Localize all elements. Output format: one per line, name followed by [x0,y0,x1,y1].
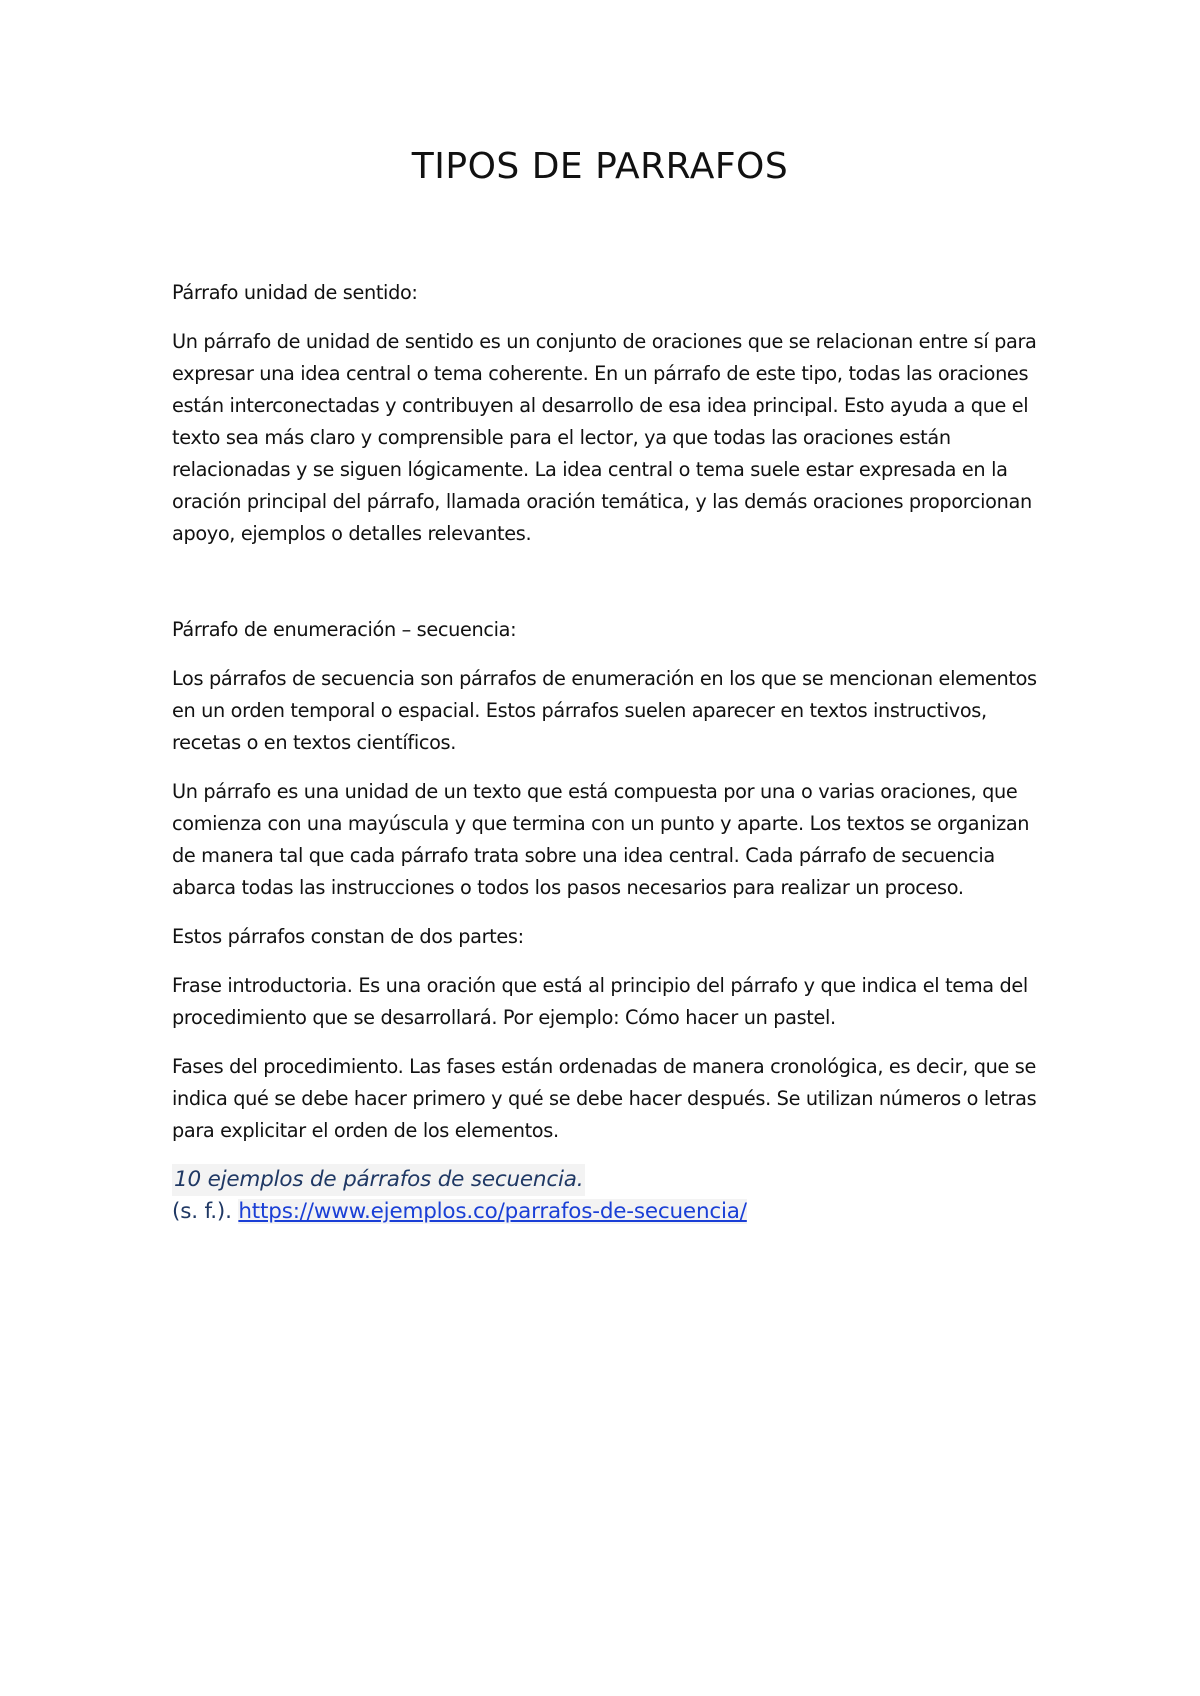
section2-heading: Párrafo de enumeración – secuencia: [172,618,517,641]
section2-paragraph-3: Estos párrafos constan de dos partes: [172,925,524,948]
section1-paragraph: Un párrafo de unidad de sentido es un conjunto de oraciones que se relacionan entre sí para expresar una idea central o tema coherente. En un párrafo de este tipo, todas las oraciones están interconectadas y contribuyen al desarrollo de esa idea principal. Esto ayuda a que el texto sea más claro y comprensible para el lector, ya que todas las oraciones están relacionadas y se siguen lógicamente. La idea central o tema suele estar expresada en la oración principal del párrafo, llamada oración temática, y las demás oraciones proporcionan apoyo, ejemplos o detalles relevantes. [172,330,1037,545]
section-spacer [172,567,1052,614]
reference-title: 10 ejemplos de párrafos de secuencia. [172,1164,585,1196]
document-body [172,277,1052,1228]
section2-paragraph-2: Un párrafo es una unidad de un texto que está compuesta por una o varias oraciones, que comienza con una mayúscula y que termina con un punto y aparte. Los textos se organizan de manera tal que cada párrafo trata sobre una idea central. Cada párrafo de secuencia abarca todas las instrucciones o todos los pasos necesarios para realizar un proceso. [172,780,1030,899]
reference-citation [172,1164,1052,1228]
reference-link[interactable]: https://www.ejemplos.co/parrafos-de-secuencia/ [238,1199,747,1224]
section2-paragraph-4: Frase introductoria. Es una oración que está al principio del párrafo y que indica el tema del procedimiento que se desarrollará. Por ejemplo: Cómo hacer un pastel. [172,974,1028,1029]
reference-prefix: (s. f.). [172,1199,239,1224]
section1-heading: Párrafo unidad de sentido: [172,281,418,304]
document-title: TIPOS DE PARRAFOS [411,146,789,187]
section2-paragraph-1: Los párrafos de secuencia son párrafos de enumeración en los que se mencionan elementos en un orden temporal o espacial. Estos párrafos suelen aparecer en textos instructivos, recetas o en textos científicos. [172,667,1037,754]
section2-paragraph-5: Fases del procedimiento. Las fases están ordenadas de manera cronológica, es decir, que se indica qué se debe hacer primero y qué se debe hacer después. Se utilizan números o letras para explicitar el orden de los elementos. [172,1055,1037,1142]
